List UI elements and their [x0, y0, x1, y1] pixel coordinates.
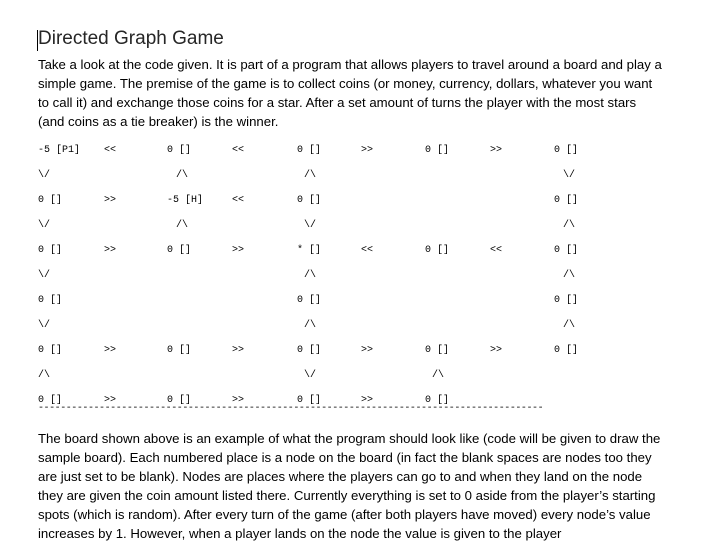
- board-edge-vertical: /\: [304, 320, 317, 331]
- board-node: 0 []: [38, 295, 63, 306]
- board-node: 0 []: [425, 345, 450, 356]
- board-edge-vertical: /\: [563, 320, 576, 331]
- board-node: 0 []: [425, 245, 450, 256]
- board-node: -5 [P1]: [38, 145, 81, 156]
- board-node: 0 []: [554, 295, 579, 306]
- board-node: 0 []: [297, 295, 322, 306]
- board-node: -5 [H]: [167, 195, 204, 206]
- intro-paragraph: Take a look at the code given. It is part of a program that allows players to travel around a board and play a simple game. The premise of the game is to collect coins (or money, currency, dollars, whatever you want to call it) and exchange those coins for a star. After a set amount of turns the player with the most stars (and coins as a tie breaker) is the winner.: [38, 57, 662, 129]
- board-edge-vertical: /\: [563, 220, 576, 231]
- board-node: 0 []: [425, 395, 450, 406]
- board-edge-horizontal: <<: [232, 145, 245, 156]
- board-node: 0 []: [554, 345, 579, 356]
- board-edge-horizontal: >>: [361, 345, 374, 356]
- board-edge-horizontal: <<: [104, 145, 117, 156]
- body-paragraph: The board shown above is an example of what the program should look like (code will be given to draw the sample board). Each numbered place is a node on the board (in fact the blank spaces are nodes too they are just set to be blank). Nodes are places where the players can go to and when they land on the node they are given the coin amount listed there. Currently everything is set to 0 aside from the player’s starting spots (which is random). After every turn of the game (after both players have moved) every node’s value increases by 1. However, when a player lands on the node the value is given to the player: [38, 431, 661, 541]
- separator-line: -------------------------------------------------------------------------------------------: [38, 403, 544, 414]
- board-edge-horizontal: >>: [361, 145, 374, 156]
- board-edge-horizontal: >>: [104, 345, 117, 356]
- board-node: 0 []: [554, 145, 579, 156]
- board-edge-horizontal: >>: [232, 395, 245, 406]
- board-node: * []: [297, 245, 322, 256]
- board-edge-horizontal: >>: [232, 345, 245, 356]
- board-edge-horizontal: >>: [104, 245, 117, 256]
- board-edge-horizontal: >>: [490, 145, 503, 156]
- board-node: 0 []: [297, 345, 322, 356]
- board-node: 0 []: [38, 395, 63, 406]
- board-edge-horizontal: >>: [232, 245, 245, 256]
- board-node: 0 []: [167, 145, 192, 156]
- board-node: 0 []: [38, 245, 63, 256]
- board-edge-vertical: /\: [176, 220, 189, 231]
- board-node: 0 []: [167, 395, 192, 406]
- board-edge-vertical: \/: [38, 220, 51, 231]
- document-title: Directed Graph Game: [38, 28, 224, 49]
- board-edge-vertical: \/: [38, 320, 51, 331]
- board-node: 0 []: [425, 145, 450, 156]
- board-edge-vertical: /\: [304, 170, 317, 181]
- board-edge-horizontal: >>: [104, 395, 117, 406]
- board-edge-vertical: /\: [176, 170, 189, 181]
- board-edge-horizontal: >>: [490, 345, 503, 356]
- board-node: 0 []: [297, 395, 322, 406]
- board-node: 0 []: [167, 345, 192, 356]
- board-edge-horizontal: <<: [232, 195, 245, 206]
- board-edge-vertical: \/: [304, 220, 317, 231]
- board-edge-horizontal: <<: [490, 245, 503, 256]
- board-node: 0 []: [554, 245, 579, 256]
- board-edge-vertical: \/: [38, 270, 51, 281]
- board-node: 0 []: [297, 195, 322, 206]
- board-node: 0 []: [554, 195, 579, 206]
- board-edge-vertical: \/: [563, 170, 576, 181]
- board-edge-vertical: /\: [563, 270, 576, 281]
- board-edge-horizontal: <<: [361, 245, 374, 256]
- board-node: 0 []: [38, 195, 63, 206]
- board-node: 0 []: [167, 245, 192, 256]
- board-edge-horizontal: >>: [361, 395, 374, 406]
- board-edge-vertical: /\: [38, 370, 51, 381]
- board-node: 0 []: [38, 345, 63, 356]
- board-edge-vertical: \/: [304, 370, 317, 381]
- board-edge-vertical: /\: [304, 270, 317, 281]
- board-edge-vertical: \/: [38, 170, 51, 181]
- board-edge-horizontal: >>: [104, 195, 117, 206]
- board-node: 0 []: [297, 145, 322, 156]
- board-edge-vertical: /\: [432, 370, 445, 381]
